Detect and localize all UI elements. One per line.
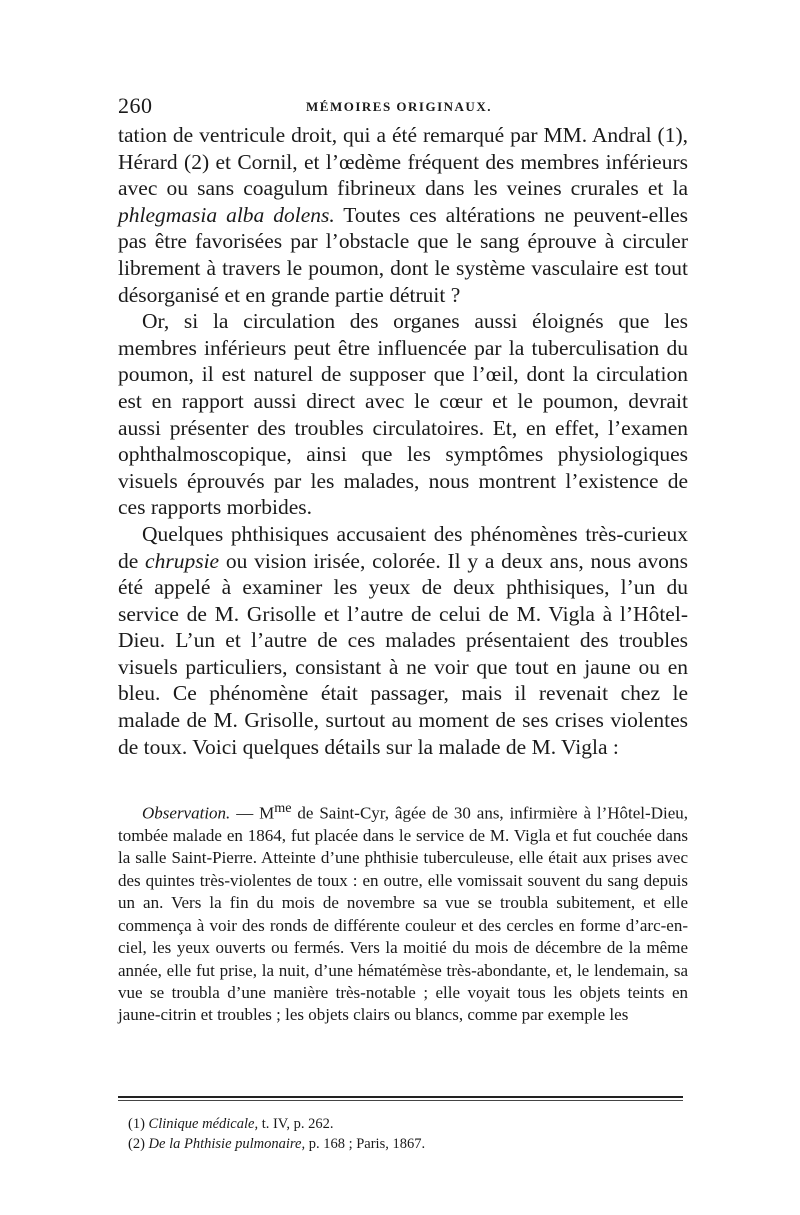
footnote-2 — [128, 1134, 688, 1154]
paragraph-1 — [118, 122, 688, 308]
observation-label: Observation. — [142, 803, 231, 823]
observation-paragraph — [118, 797, 688, 1027]
footnote-2-mark: (2) — [128, 1136, 149, 1152]
footnotes — [128, 1114, 688, 1154]
paragraph-3-text-a: Quelques phthisiques accusaient des phénomènes très-curieux de — [118, 521, 688, 573]
footnote-rule — [118, 1096, 683, 1098]
paragraph-3-italic: chrupsie — [145, 548, 220, 573]
paragraph-3 — [118, 521, 688, 760]
observation-block — [118, 797, 688, 1027]
paragraph-2: Or, si la circulation des organes aussi éloignés que les membres inférieurs peut être influencée par la tuberculisation du poumon, il est naturel de supposer que l’œil, dont la circulation est en rapport aussi direct avec le cœur et le poumon, devrait aussi présenter des troubles circulatoires. Et, en effet, l’examen ophthalmoscopique, ainsi que les symptômes physiologiques visuels éprouvés par les malades, nous montrent l’existence de ces rapports morbides. — [118, 309, 688, 520]
footnote-1-ref: t. IV, p. 262. — [258, 1116, 334, 1132]
running-head: MÉMOIRES ORIGINAUX. — [306, 99, 492, 114]
footnote-rule-thin — [118, 1100, 683, 1101]
paragraph-1-italic: phlegmasia alba dolens. — [118, 202, 335, 227]
observation-superscript: me — [274, 800, 292, 816]
footnote-1-mark: (1) — [128, 1116, 149, 1132]
footnote-2-title: De la Phthisie pulmonaire, — [148, 1136, 306, 1152]
page-number: 260 — [118, 93, 153, 118]
footnote-2-ref: p. 168 ; Paris, 1867. — [305, 1136, 426, 1152]
observation-text: de Saint-Cyr, âgée de 30 ans, infirmière à l’Hôtel-Dieu, tombée malade en 1864, fut placée dans le service de M. Vigla et fut couchée dans la salle Saint-Pierre. Atteinte d’une phthisie tuberculeuse, elle était aux prises avec des quintes très-violentes de toux : en outre, elle vomissait souvent du sang depuis un an. Vers la fin du mois de novembre sa vue se troubla subitement, et elle commença à voir des ronds de différente couleur et des cercles en forme d’arc-en-ciel, les yeux ouverts ou fermés. Vers la moitié du mois de décembre de la même année, elle fut prise, la nuit, d’une hématémèse très-abondante, et, le lendemain, sa vue se troubla d’une manière très-notable ; elle voyait tous les objets teints en jaune-citrin et troubles ; les objets clairs ou blancs, comme par exemple les — [118, 803, 688, 1025]
footnote-1 — [128, 1114, 688, 1134]
observation-dash: — M — [230, 803, 275, 823]
main-text — [118, 122, 688, 760]
paragraph-3-text-b: ou vision irisée, colorée. Il y a deux ans, nous avons été appelé à examiner les yeux de deux phthisiques, l’un du service de M. Grisolle et l’autre de celui de M. Vigla à l’Hôtel-Dieu. L’un et l’autre de ces malades présentaient des troubles visuels particuliers, consistant à ne voir que tout en jaune ou en bleu. Ce phénomène était passager, mais il revenait chez le malade de M. Grisolle, surtout au moment de ses crises violentes de toux. Voici quelques détails sur la malade de M. Vigla : — [118, 548, 688, 759]
paragraph-1-text-b: Toutes ces altérations ne peuvent-elles pas être favorisées par l’obstacle que le sang éprouve à circuler librement à travers le poumon, dont le système vasculaire est tout désorganisé et en grande partie détruit ? — [118, 202, 688, 307]
footnote-1-title: Clinique médicale, — [148, 1116, 259, 1132]
paragraph-1-text-a: tation de ventricule droit, qui a été remarqué par MM. Andral (1), Hérard (2) et Cornil, et l’œdème fréquent des membres inférieurs avec ou sans coagulum fibrineux dans les veines crurales et la — [118, 123, 688, 201]
page-header — [118, 93, 688, 123]
